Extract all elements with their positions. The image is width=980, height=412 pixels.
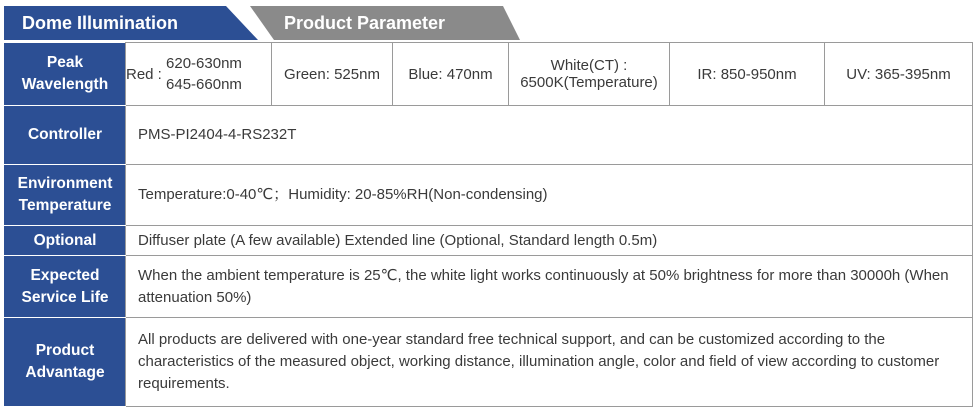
tab-product-parameter[interactable]: Product Parameter [284, 13, 446, 33]
product-advantage-value: All products are delivered with one-year standard free technical support, and can be customized according to the characteristics of the measured object, working distance, illumination angle, color and field of view according to customer requirements. [126, 318, 973, 407]
environment-label-line1: Environment [17, 175, 113, 192]
uv-wavelength-cell: UV: 365-395nm [825, 43, 973, 106]
service-life-label-line2: Service Life [21, 288, 109, 306]
blue-wavelength-cell: Blue: 470nm [393, 43, 509, 106]
row-controller [5, 106, 973, 165]
red-value-1: 620-630nm [166, 55, 242, 72]
white-ct-line2: 6500K(Temperature) [520, 74, 658, 91]
optional-value: Diffuser plate (A few available) Extended line (Optional, Standard length 0.5m) [126, 226, 973, 256]
row-optional [5, 226, 973, 256]
service-life-label-line1: Expected [30, 266, 100, 284]
red-values [166, 53, 242, 95]
product-advantage-label [5, 318, 126, 407]
white-ct-line1: White(CT) : [550, 57, 628, 74]
controller-label: Controller [5, 106, 126, 165]
service-life-label [5, 256, 126, 318]
spec-table [4, 42, 973, 407]
row-environment [5, 165, 973, 226]
controller-value: PMS-PI2404-4-RS232T [126, 106, 973, 165]
row-service-life [5, 256, 973, 318]
row-peak-wavelength [5, 43, 973, 106]
white-ct-cell [509, 43, 670, 106]
product-advantage-label-line2: Advantage [25, 364, 105, 381]
row-product-advantage [5, 318, 973, 407]
peak-wavelength-label-line1: Peak [46, 54, 84, 71]
ir-wavelength-cell: IR: 850-950nm [670, 43, 825, 106]
service-life-value: When the ambient temperature is 25℃, the white light works continuously at 50% brightness for more than 30000h (When attenuation 50%) [126, 256, 973, 318]
header-tabs [4, 6, 520, 40]
environment-label-line2: Temperature [18, 197, 112, 214]
optional-label: Optional [5, 226, 126, 256]
red-wavelength-cell [126, 43, 272, 106]
peak-wavelength-label-line2: Wavelength [21, 76, 109, 93]
peak-wavelength-label [5, 43, 126, 106]
green-wavelength-cell: Green: 525nm [272, 43, 393, 106]
environment-label [5, 165, 126, 226]
environment-value: Temperature:0-40℃；Humidity: 20-85%RH(Non-condensing) [126, 165, 973, 226]
red-prefix: Red : [126, 65, 162, 83]
tab-dome-illumination[interactable]: Dome Illumination [22, 13, 179, 33]
red-value-2: 645-660nm [166, 76, 242, 93]
product-advantage-label-line1: Product [35, 342, 95, 359]
